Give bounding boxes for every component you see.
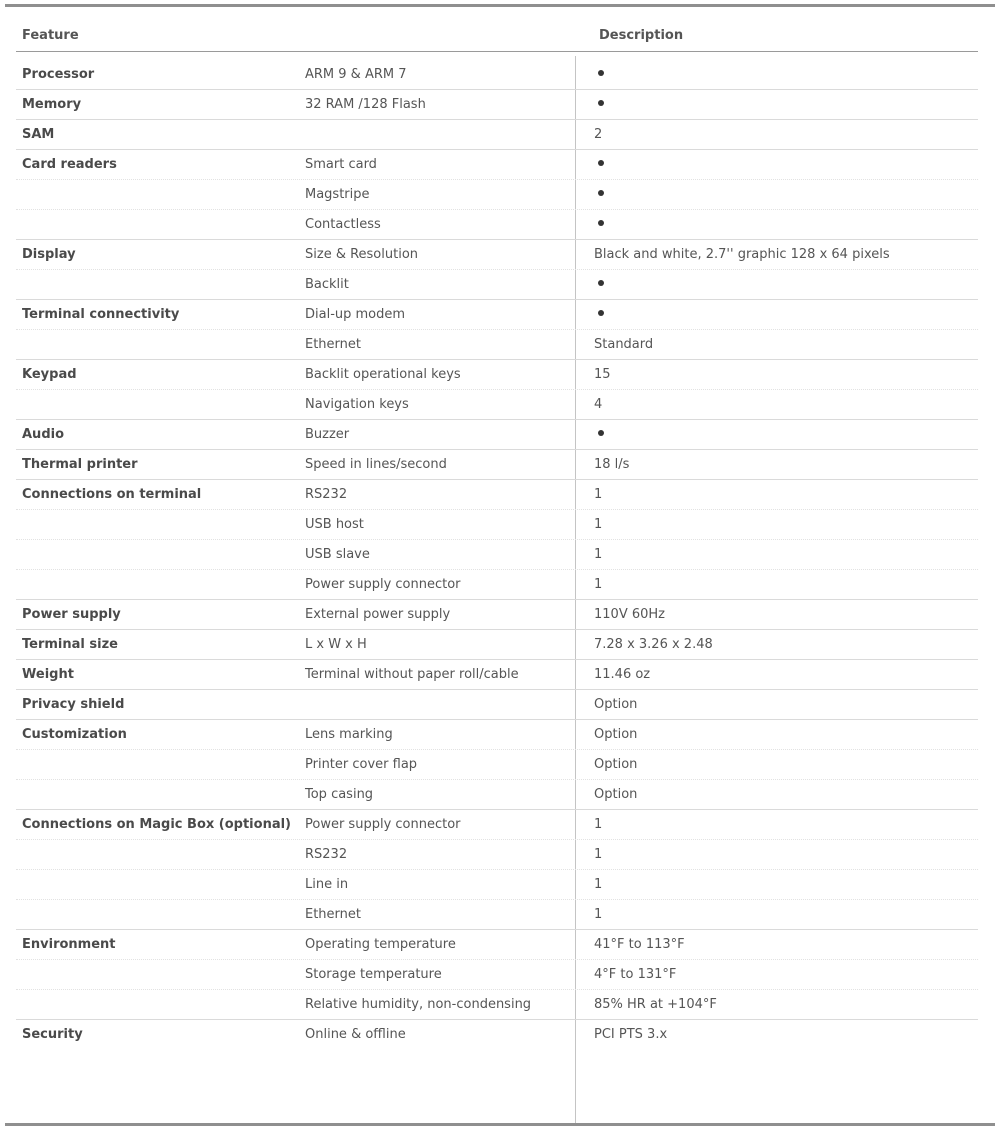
- row-label: Backlit operational keys: [305, 367, 461, 382]
- table-row-group: [16, 630, 978, 660]
- row-label: Relative humidity, non-condensing: [305, 997, 532, 1012]
- bullet-icon: [598, 100, 604, 106]
- row-value: Black and white, 2.7'' graphic 128 x 64 pixels: [594, 247, 890, 262]
- row-value: 7.28 x 3.26 x 2.48: [594, 637, 713, 652]
- table-row-group: [16, 480, 978, 600]
- table-row-group: [16, 300, 978, 360]
- row-value: Option: [594, 757, 638, 772]
- row-label: USB slave: [305, 547, 370, 562]
- row-label: 32 RAM /128 Flash: [305, 97, 426, 112]
- row-label: Speed in lines/second: [305, 457, 447, 472]
- row-label: Contactless: [305, 217, 381, 232]
- table-row-group: [16, 150, 978, 240]
- table-row: [16, 720, 978, 749]
- feature-name: Environment: [22, 937, 116, 952]
- row-value: 1: [594, 577, 603, 592]
- row-value: 1: [594, 847, 603, 862]
- row-label: Ethernet: [305, 337, 361, 352]
- row-value: Standard: [594, 337, 654, 352]
- row-label: Backlit: [305, 277, 349, 292]
- row-label: Lens marking: [305, 727, 393, 742]
- bullet-icon: [598, 430, 604, 436]
- row-value: 1: [594, 877, 603, 892]
- table-row-group: [16, 60, 978, 90]
- feature-name: Display: [22, 247, 76, 262]
- feature-name: Connections on terminal: [22, 487, 202, 502]
- feature-name: Power supply: [22, 607, 121, 622]
- table-row: [16, 930, 978, 959]
- table-row-group: [16, 90, 978, 120]
- table-row: [16, 600, 978, 629]
- row-value: 18 l/s: [594, 457, 630, 472]
- table-row: [16, 120, 978, 149]
- spec-table-body: [16, 60, 978, 1049]
- row-value: 1: [594, 907, 603, 922]
- description-column-header: Description: [599, 28, 684, 43]
- feature-name: Keypad: [22, 367, 77, 382]
- feature-name: Audio: [22, 427, 65, 442]
- row-label: Smart card: [305, 157, 377, 172]
- table-row: [16, 810, 978, 839]
- feature-column-header: Feature: [22, 28, 79, 43]
- feature-name: Terminal connectivity: [22, 307, 180, 322]
- table-row: [16, 209, 978, 239]
- table-row: [16, 630, 978, 659]
- row-label: RS232: [305, 487, 348, 502]
- bullet-icon: [598, 160, 604, 166]
- row-value: 110V 60Hz: [594, 607, 665, 622]
- feature-name: Terminal size: [22, 637, 118, 652]
- table-row-group: [16, 120, 978, 150]
- row-value: Option: [594, 727, 638, 742]
- row-label: Storage temperature: [305, 967, 442, 982]
- table-row: [16, 450, 978, 479]
- row-value: 1: [594, 817, 603, 832]
- row-value: 1: [594, 487, 603, 502]
- table-row: [16, 360, 978, 389]
- table-row-group: [16, 660, 978, 690]
- table-header: [16, 20, 978, 52]
- row-label: Printer cover flap: [305, 757, 418, 772]
- row-label: Top casing: [305, 787, 374, 802]
- row-value: 85% HR at +104°F: [594, 997, 717, 1012]
- row-value: 4°F to 131°F: [594, 967, 677, 982]
- table-row-group: [16, 720, 978, 810]
- table-row-group: [16, 240, 978, 300]
- row-label: L x W x H: [305, 637, 367, 652]
- row-value: 1: [594, 547, 603, 562]
- row-label: Terminal without paper roll/cable: [305, 667, 519, 682]
- row-value: 15: [594, 367, 611, 382]
- bullet-icon: [598, 70, 604, 76]
- row-label: RS232: [305, 847, 348, 862]
- table-row: [16, 60, 978, 89]
- table-row: [16, 329, 978, 359]
- feature-name: Processor: [22, 67, 95, 82]
- table-row: [16, 989, 978, 1019]
- bullet-icon: [598, 280, 604, 286]
- row-value: PCI PTS 3.x: [594, 1027, 668, 1042]
- row-value: Option: [594, 787, 638, 802]
- row-label: ARM 9 & ARM 7: [305, 67, 407, 82]
- table-row-group: [16, 600, 978, 630]
- row-label: Buzzer: [305, 427, 350, 442]
- row-value: 41°F to 113°F: [594, 937, 685, 952]
- bullet-icon: [598, 190, 604, 196]
- table-row: [16, 150, 978, 179]
- row-value: 1: [594, 517, 603, 532]
- table-row: [16, 300, 978, 329]
- feature-name: Card readers: [22, 157, 117, 172]
- row-label: Power supply connector: [305, 817, 461, 832]
- table-row: [16, 269, 978, 299]
- table-row: [16, 839, 978, 869]
- row-label: Line in: [305, 877, 349, 892]
- table-row-group: [16, 450, 978, 480]
- table-row: [16, 179, 978, 209]
- table-row: [16, 899, 978, 929]
- row-value: 11.46 oz: [594, 667, 651, 682]
- row-label: Magstripe: [305, 187, 370, 202]
- feature-name: Connections on Magic Box (optional): [22, 817, 291, 832]
- row-label: Navigation keys: [305, 397, 409, 412]
- bullet-icon: [598, 220, 604, 226]
- table-row: [16, 240, 978, 269]
- table-row-group: [16, 1020, 978, 1049]
- table-row: [16, 509, 978, 539]
- table-row-group: [16, 810, 978, 930]
- feature-name: SAM: [22, 127, 55, 142]
- row-value: 2: [594, 127, 603, 142]
- row-label: External power supply: [305, 607, 451, 622]
- table-row: [16, 660, 978, 689]
- feature-name: Customization: [22, 727, 127, 742]
- row-label: Power supply connector: [305, 577, 461, 592]
- row-label: Ethernet: [305, 907, 361, 922]
- table-row: [16, 779, 978, 809]
- feature-name: Privacy shield: [22, 697, 125, 712]
- table-row-group: [16, 690, 978, 720]
- row-value: Option: [594, 697, 638, 712]
- table-row: [16, 539, 978, 569]
- table-row: [16, 480, 978, 509]
- feature-name: Security: [22, 1027, 83, 1042]
- feature-name: Weight: [22, 667, 74, 682]
- table-row-group: [16, 360, 978, 420]
- row-value: 4: [594, 397, 603, 412]
- table-row: [16, 1020, 978, 1049]
- row-label: Online & offline: [305, 1027, 406, 1042]
- table-row: [16, 569, 978, 599]
- row-label: Dial-up modem: [305, 307, 406, 322]
- bullet-icon: [598, 310, 604, 316]
- table-row: [16, 869, 978, 899]
- row-label: Size & Resolution: [305, 247, 419, 262]
- feature-name: Memory: [22, 97, 82, 112]
- table-row-group: [16, 930, 978, 1020]
- table-row: [16, 690, 978, 719]
- table-row-group: [16, 420, 978, 450]
- row-label: USB host: [305, 517, 364, 532]
- table-row: [16, 389, 978, 419]
- table-row: [16, 420, 978, 449]
- row-label: Operating temperature: [305, 937, 456, 952]
- feature-name: Thermal printer: [22, 457, 138, 472]
- table-row: [16, 749, 978, 779]
- table-row: [16, 90, 978, 119]
- table-row: [16, 959, 978, 989]
